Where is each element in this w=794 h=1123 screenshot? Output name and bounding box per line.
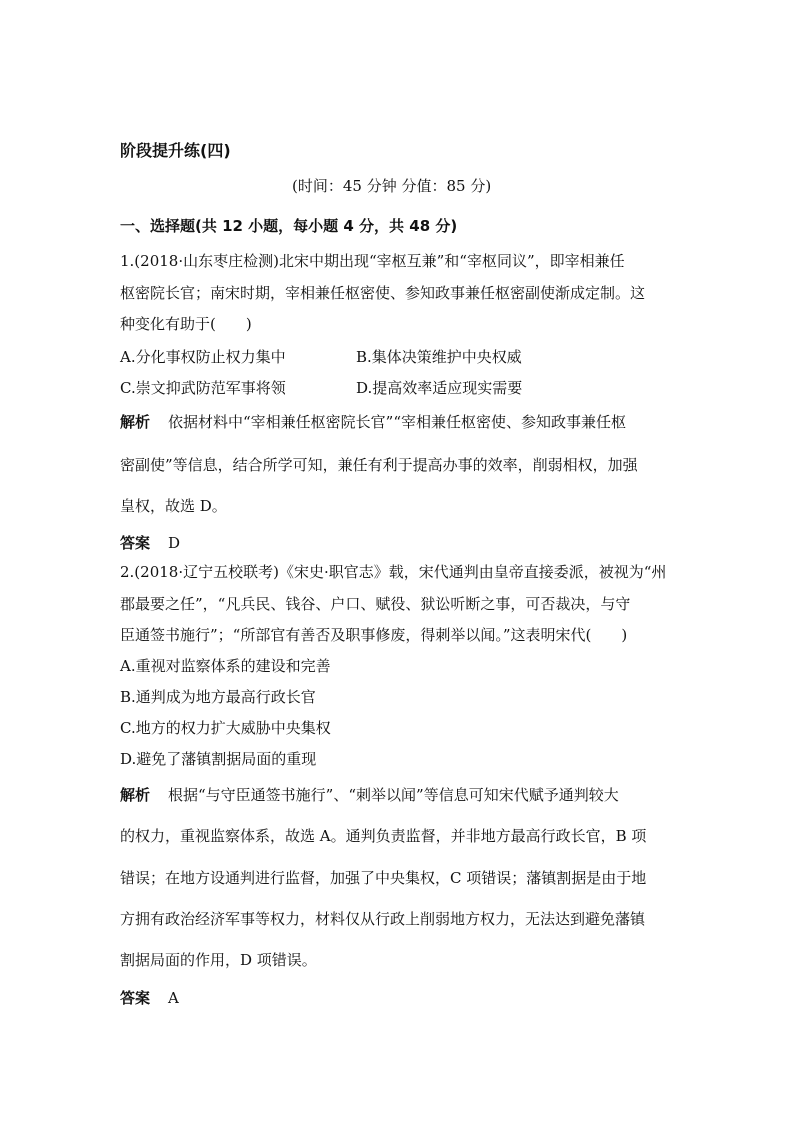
question-1-option-b: B.集体决策维护中央权威 [356,348,522,366]
analysis-text: 依据材料中“宰相兼任枢密院长官”“宰相兼任枢密使、参知政事兼任枢 [168,413,627,431]
question-2-option-a: A.重视对监察体系的建设和完善 [120,657,331,675]
question-2-analysis-line-2: 的权力，重视监察体系，故选 A。通判负责监督，并非地方最高行政长官，B 项 [120,827,647,845]
question-2-option-c: C.地方的权力扩大威胁中央集权 [120,719,331,737]
question-1-line-2: 枢密院长官；南宋时期，宰相兼任枢密使、参知政事兼任枢密副使渐成定制。这 [120,284,646,302]
question-2-line-2: 郡最要之任”，“凡兵民、钱谷、户口、赋役、狱讼听断之事，可否裁决，与守 [120,595,631,613]
section-heading: 一、选择题(共 12 小题，每小题 4 分，共 48 分) [120,217,458,235]
exam-meta: (时间：45 分钟 分值：85 分) [292,177,492,195]
answer-label: 答案 [120,989,151,1007]
answer-label: 答案 [120,534,151,552]
question-2-analysis-line-4: 方拥有政治经济军事等权力，材料仅从行政上削弱地方权力，无法达到避免藩镇 [120,910,646,928]
answer-value: A [168,989,179,1007]
question-2-line-1: 2.(2018·辽宁五校联考)《宋史·职官志》载，宋代通判由皇帝直接委派，被视为“州 [120,563,667,581]
question-1-line-3: 种变化有助于( ) [120,315,252,333]
page-title: 阶段提升练(四) [120,141,231,160]
question-1-analysis-line-2: 密副使”等信息，结合所学可知，兼任有利于提高办事的效率，削弱相权，加强 [120,456,638,474]
question-1-option-a: A.分化事权防止权力集中 [120,348,286,366]
answer-value: D [168,534,181,552]
question-1-answer [120,533,180,553]
analysis-label: 解析 [120,413,151,431]
question-1-analysis-line-3: 皇权，故选 D。 [120,497,227,515]
question-2-analysis-line-1 [120,785,619,805]
question-2-line-3: 臣通签书施行”；“所部官有善否及职事修废，得刺举以闻。”这表明宋代( ) [120,626,628,644]
question-2-option-d: D.避免了藩镇割据局面的重现 [120,750,317,768]
question-1-option-d: D.提高效率适应现实需要 [356,379,523,397]
question-1-option-c: C.崇文抑武防范军事将领 [120,379,286,397]
question-2-analysis-line-3: 错误；在地方设通判进行监督，加强了中央集权，C 项错误；藩镇割据是由于地 [120,869,647,887]
analysis-text: 根据“与守臣通签书施行”、“刺举以闻”等信息可知宋代赋予通判较大 [168,786,619,804]
question-1-analysis-line-1 [120,412,626,432]
analysis-label: 解析 [120,786,151,804]
question-1-line-1: 1.(2018·山东枣庄检测)北宋中期出现“宰枢互兼”和“宰枢同议”，即宰相兼任 [120,252,625,270]
question-2-answer [120,988,179,1008]
question-2-option-b: B.通判成为地方最高行政长官 [120,688,316,706]
question-2-analysis-line-5: 割据局面的作用，D 项错误。 [120,951,317,969]
